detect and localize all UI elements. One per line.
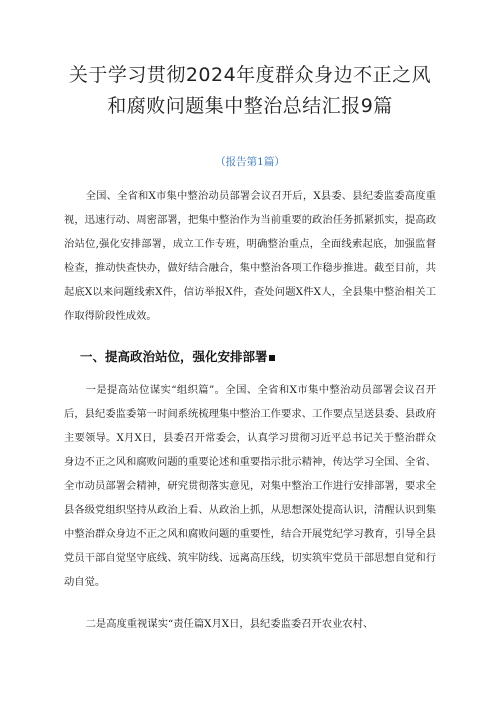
document-subtitle: （报告第1篇）: [215, 156, 285, 168]
square-bullet-icon: [269, 355, 275, 361]
section1-paragraph-1: 一是提高站位谋实“组织篇”。全国、全省和X市集中整治动员部署会议召开后，县纪委监委第一时间系统梳理集中整治工作要求、工作要点呈送县委、县政府主要领导。X月X日，县委召开常委会，认真学习贯彻习近平总书记关于整治群众身边不正之风和腐败问题的重要论述和重要指示批示精神，传达学习全国、全省、全市动员部署会精神，研究贯彻落实意见，对集中整治工作进行安排部署，要求全县各级党组织坚持从政治上看、从政治上抓，从思想深处提高认识，清醒认识到集中整治群众身边不正之风和腐败问题的重要性，结合开展党纪学习教育，引导全县党员干部自觉坚守底线、筑牢防线、远离高压线，切实筑牢党员干部思想自觉和行动自觉。: [64, 384, 436, 588]
section1-paragraph-2: 二是高度重视谋实“责任篇X月X日，县纪委监委召开农业农村、: [85, 618, 374, 630]
document-title: [64, 0, 436, 122]
intro-paragraph: 全国、全省和X市集中整治动员部署会议召开后，X县委、县纪委监委高度重视，迅速行动、周密部署，把集中整治作为当前重要的政治任务抓紧抓实，提高政治站位,强化安排部署，成立工作专班，明确整治重点，全面线索起底，加强监督检查，推动快查快办，做好结合融合，集中整治各项工作稳步推进。截至目前，共起底X以来问题线索X件，信访举报X件，查处问题X件X人，全县集中整治相关工作取得阶段性成效。: [64, 190, 436, 322]
title-line-2: 和腐败问题集中整治总结汇报9篇: [107, 95, 393, 117]
section-heading: [64, 348, 436, 366]
title-line-1: 关于学习贯彻2024年度群众身边不正之风: [68, 64, 432, 86]
section-heading-text: 一、提高政治站位，强化安排部署: [80, 349, 268, 364]
